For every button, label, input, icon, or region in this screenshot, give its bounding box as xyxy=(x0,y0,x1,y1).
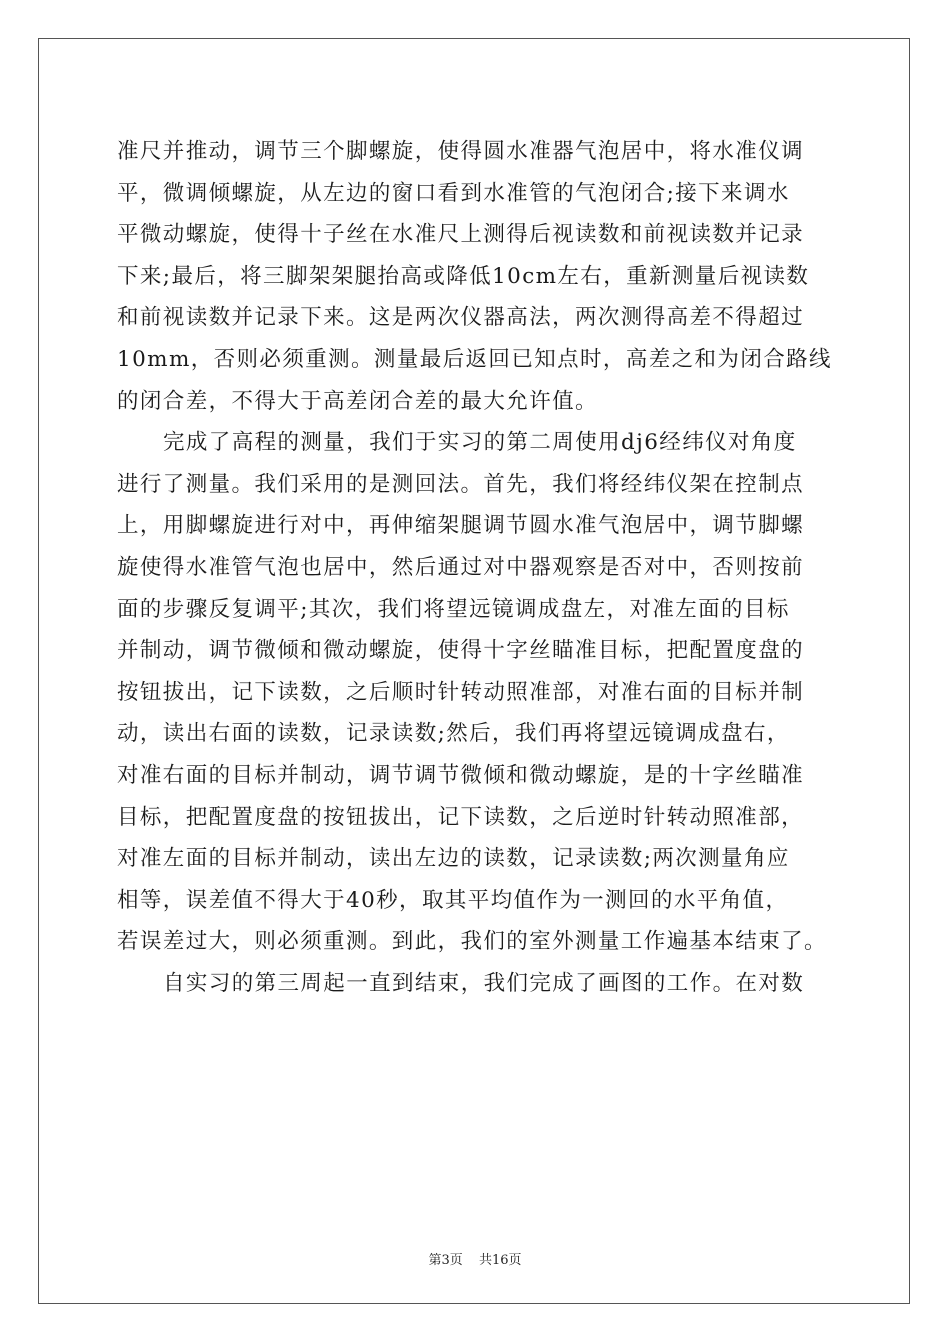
text-line: 对准左面的目标并制动，读出左边的读数，记录读数;两次测量角应 xyxy=(117,846,790,872)
page-number: 第3页 xyxy=(428,1253,463,1268)
text-line: 上，用脚螺旋进行对中，再伸缩架腿调节圆水准气泡居中，调节脚螺 xyxy=(117,513,805,539)
text-line: 旋使得水准管气泡也居中，然后通过对中器观察是否对中，否则按前 xyxy=(117,554,805,580)
text-line: 下来;最后，将三脚架架腿抬高或降低10cm左右，重新测量后视读数 xyxy=(117,263,810,289)
text-line: 动，读出右面的读数，记录读数;然后，我们再将望远镜调成盘右， xyxy=(117,721,790,747)
text-line: 进行了测量。我们采用的是测回法。首先，我们将经纬仪架在控制点 xyxy=(117,471,805,497)
text-line: 对准右面的目标并制动，调节调节微倾和微动螺旋，是的十字丝瞄准 xyxy=(117,762,805,788)
page-footer xyxy=(0,1249,950,1268)
text-line: 和前视读数并记录下来。这是两次仪器高法，两次测得高差不得超过 xyxy=(117,305,805,331)
text-line: 若误差过大，则必须重测。到此，我们的室外测量工作遍基本结束了。 xyxy=(117,929,827,955)
text-line: 10mm，否则必须重测。测量最后返回已知点时，高差之和为闭合路线 xyxy=(117,346,832,372)
page-total: 共16页 xyxy=(478,1253,522,1268)
text-line: 完成了高程的测量，我们于实习的第二周使用dj6经纬仪对角度 xyxy=(163,430,797,456)
text-line: 按钮拔出，记下读数，之后顺时针转动照准部，对准右面的目标并制 xyxy=(117,679,805,705)
text-line: 并制动，调节微倾和微动螺旋，使得十字丝瞄准目标，把配置度盘的 xyxy=(117,638,805,664)
text-line: 面的步骤反复调平;其次，我们将望远镜调成盘左，对准左面的目标 xyxy=(117,596,790,622)
text-line: 目标，把配置度盘的按钮拔出，记下读数，之后逆时针转动照准部， xyxy=(117,804,805,830)
text-line: 平微动螺旋，使得十子丝在水准尺上测得后视读数和前视读数并记录 xyxy=(117,222,805,248)
text-line: 平，微调倾螺旋，从左边的窗口看到水准管的气泡闭合;接下来调水 xyxy=(117,180,790,206)
text-line: 的闭合差，不得大于高差闭合差的最大允许值。 xyxy=(117,388,598,414)
text-line: 相等，误差值不得大于40秒，取其平均值作为一测回的水平角值， xyxy=(117,887,789,913)
text-line: 自实习的第三周起一直到结束，我们完成了画图的工作。在对数 xyxy=(163,970,805,996)
text-line: 准尺并推动，调节三个脚螺旋，使得圆水准器气泡居中，将水准仪调 xyxy=(117,139,805,164)
document-body xyxy=(117,131,837,1004)
